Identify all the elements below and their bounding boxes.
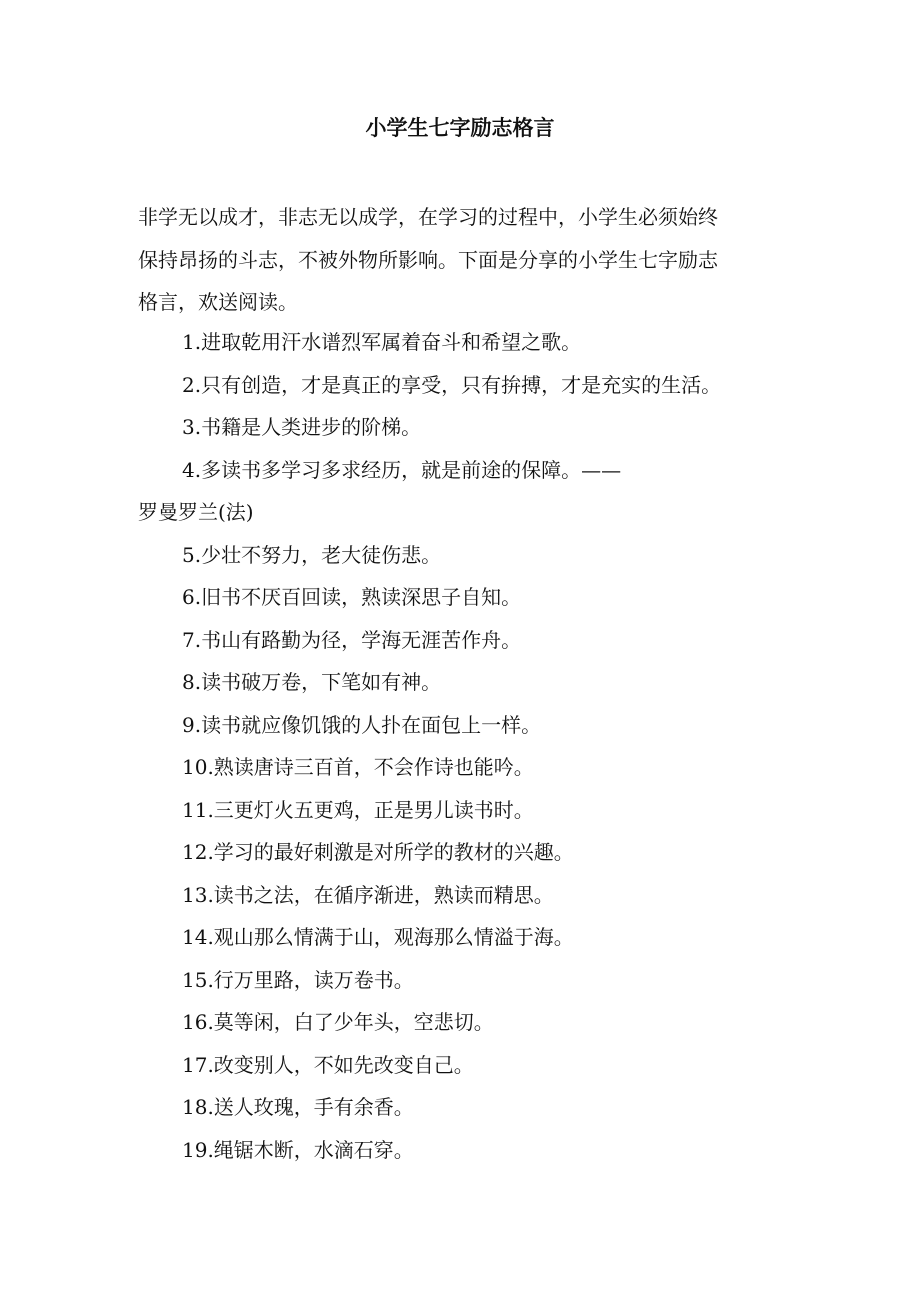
motto-text: 2.只有创造，才是真正的享受，只有拚搏，才是充实的生活。 xyxy=(182,372,722,397)
motto-item xyxy=(138,1086,798,1129)
motto-item xyxy=(138,619,798,662)
motto-item xyxy=(138,916,798,959)
motto-text: 6.旧书不厌百回读，熟读深思子自知。 xyxy=(182,585,522,609)
motto-list xyxy=(138,321,798,1171)
motto-text: 14.观山那么情满于山，观海那么情溢于海。 xyxy=(182,925,574,949)
motto-text: 13.读书之法，在循序渐进，熟读而精思。 xyxy=(182,882,554,907)
motto-item xyxy=(138,321,798,364)
motto-attribution: 罗曼罗兰(法) xyxy=(138,500,254,524)
motto-text: 15.行万里路，读万卷书。 xyxy=(182,967,414,992)
intro-line: 保持昂扬的斗志，不被外物所影响。下面是分享的小学生七字励志 xyxy=(138,247,718,272)
motto-item xyxy=(138,449,798,534)
motto-item xyxy=(138,534,798,577)
motto-item xyxy=(138,831,798,874)
motto-text: 10.熟读唐诗三百首，不会作诗也能吟。 xyxy=(182,755,534,779)
motto-item xyxy=(138,576,798,619)
motto-item xyxy=(138,364,798,407)
motto-text: 16.莫等闲，白了少年头，空悲切。 xyxy=(182,1010,494,1034)
intro-line: 格言，欢送阅读。 xyxy=(138,290,298,314)
motto-text: 12.学习的最好刺激是对所学的教材的兴趣。 xyxy=(182,840,574,864)
motto-text: 18.送人玫瑰，手有余香。 xyxy=(182,1095,414,1119)
motto-text: 4.多读书多学习多求经历，就是前途的保障。—— xyxy=(182,457,622,482)
motto-item xyxy=(138,746,798,789)
motto-text: 5.少壮不努力，老大徒伤悲。 xyxy=(182,542,442,567)
motto-text: 3.书籍是人类进步的阶梯。 xyxy=(182,415,422,439)
motto-text: 8.读书破万卷，下笔如有神。 xyxy=(182,670,442,694)
motto-item xyxy=(138,789,798,832)
motto-text: 17.改变别人，不如先改变自己。 xyxy=(182,1052,474,1077)
motto-item xyxy=(138,959,798,1002)
motto-item xyxy=(138,661,798,704)
motto-item xyxy=(138,406,798,449)
motto-item xyxy=(138,1044,798,1087)
motto-text: 11.三更灯火五更鸡，正是男儿读书时。 xyxy=(182,797,534,822)
motto-text: 19.绳锯木断，水滴石穿。 xyxy=(182,1137,414,1162)
motto-item xyxy=(138,1129,798,1172)
motto-text: 1.进取乾用汗水谱烈军属着奋斗和希望之歌。 xyxy=(182,330,582,354)
motto-text: 9.读书就应像饥饿的人扑在面包上一样。 xyxy=(182,712,542,737)
motto-text: 7.书山有路勤为径，学海无涯苦作舟。 xyxy=(182,627,522,652)
document-title: 小学生七字励志格言 xyxy=(365,115,555,140)
intro-line: 非学无以成才，非志无以成学，在学习的过程中，小学生必须始终 xyxy=(138,205,718,229)
motto-item xyxy=(138,1001,798,1044)
intro-paragraph xyxy=(138,196,788,324)
motto-item xyxy=(138,874,798,917)
motto-item xyxy=(138,704,798,747)
